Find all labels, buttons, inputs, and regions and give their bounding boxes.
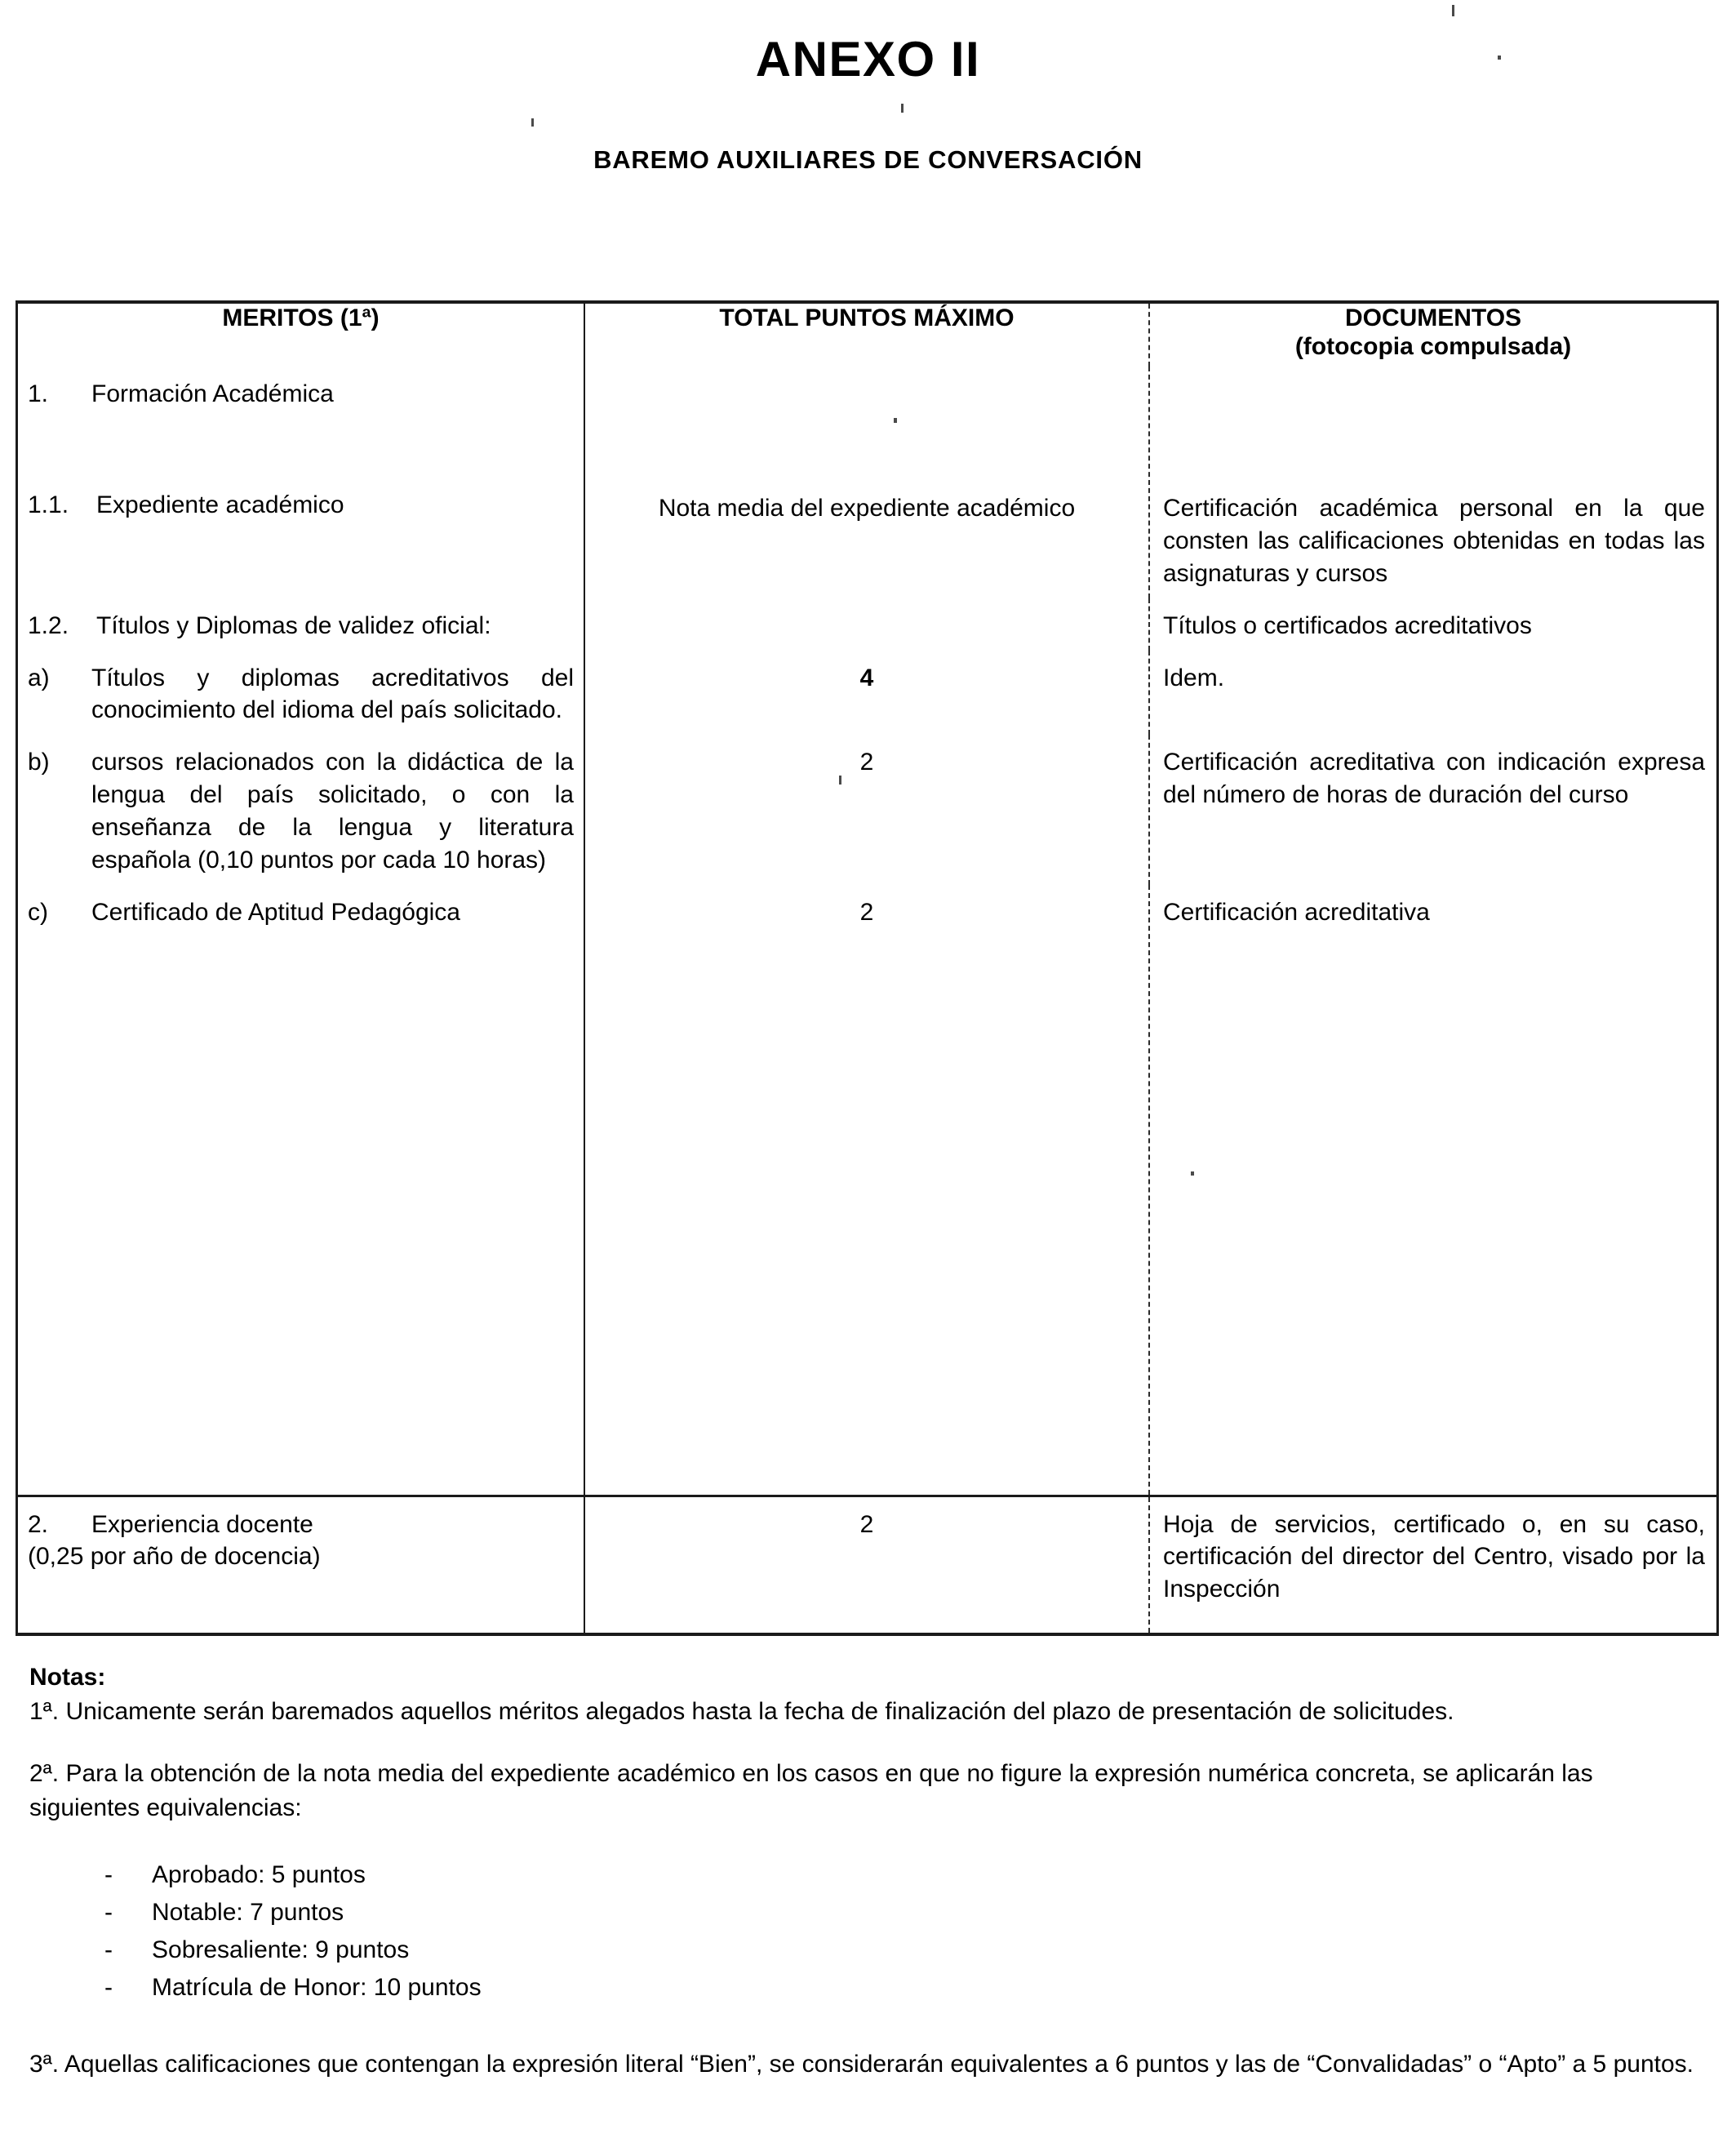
table-header-row xyxy=(18,304,1716,367)
column-header-documents-line2: (fotocopia compulsada) xyxy=(1294,333,1572,361)
merit-text: Experiencia docente xyxy=(91,1510,313,1538)
document-group-1-2 xyxy=(1150,598,1716,651)
points-value: 2 xyxy=(859,1510,874,1538)
merit-text: Expediente académico xyxy=(96,491,344,518)
merit-text: Formación Académica xyxy=(91,380,334,407)
table-header xyxy=(18,304,1716,367)
note-2: 2ª. Para la obtención de la nota media del expediente académico en los casos en que no figure la expresión numérica concreta, se aplicarán las siguientes equivalencias: xyxy=(29,1760,1593,1821)
document-text: Certificación académica personal en la que consten las calificaciones obtenidas en todas las asignaturas y cursos xyxy=(1163,495,1705,587)
baremo-table xyxy=(18,304,1716,1633)
page-title: ANEXO II xyxy=(755,32,981,87)
document-group-1 xyxy=(1150,367,1716,598)
equivalences-list xyxy=(29,1858,1709,2008)
merit-group-b xyxy=(18,735,584,885)
document-group-c xyxy=(1150,885,1716,937)
cell-documents xyxy=(1149,885,1716,1496)
points-group-c xyxy=(585,885,1148,937)
cell-points xyxy=(584,735,1149,885)
merit-group-2 xyxy=(18,1497,584,1582)
merit-number: 1.1. xyxy=(28,491,69,518)
points-group-2 xyxy=(585,1497,1148,1549)
notes-section xyxy=(29,1660,1709,2082)
table-row xyxy=(18,1496,1716,1633)
page-subtitle: BAREMO AUXILIARES DE CONVERSACIÓN xyxy=(593,145,1143,174)
merit-group-1 xyxy=(18,367,584,530)
equivalence-label: Aprobado: 5 puntos xyxy=(152,1861,366,1888)
column-header-documents-line1: DOCUMENTOS xyxy=(1344,304,1522,331)
cell-merits xyxy=(18,651,584,736)
merit-item-1-1 xyxy=(28,489,574,522)
cell-merits xyxy=(18,1496,584,1633)
merit-item-2 xyxy=(28,1509,574,1541)
list-item xyxy=(29,1858,1709,1896)
points-group-1-2 xyxy=(585,598,1148,618)
document-text: Idem. xyxy=(1163,664,1225,691)
merit-number: a) xyxy=(28,664,50,691)
table-row xyxy=(18,598,1716,651)
merit-item-1 xyxy=(28,378,574,411)
cell-documents xyxy=(1149,651,1716,736)
scan-speck xyxy=(531,118,534,127)
points-value: Nota media del expediente académico xyxy=(658,495,1076,522)
bullet-dash-icon: - xyxy=(104,1861,113,1888)
equivalence-label: Sobresaliente: 9 puntos xyxy=(152,1936,410,1963)
merit-group-1-2 xyxy=(18,598,584,651)
merit-number: 1. xyxy=(28,380,49,407)
list-item xyxy=(29,1896,1709,1933)
list-item xyxy=(29,1933,1709,1971)
merit-text: Títulos y diplomas acreditativos del conocimiento del idioma del país solicitado. xyxy=(91,664,574,724)
table-body xyxy=(18,367,1716,1633)
cell-documents xyxy=(1149,598,1716,651)
column-header-points: TOTAL PUNTOS MÁXIMO xyxy=(584,304,1149,367)
table-row xyxy=(18,367,1716,598)
note-1: 1ª. Unicamente serán baremados aquellos méritos alegados hasta la fecha de finalización del plazo de presentación de solicitudes. xyxy=(29,1698,1454,1725)
notes-gap xyxy=(29,2008,1709,2047)
table-row xyxy=(18,735,1716,885)
merit-item-a xyxy=(28,662,574,727)
bullet-dash-icon: - xyxy=(104,1936,113,1963)
cell-documents xyxy=(1149,367,1716,598)
bullet-dash-icon: - xyxy=(104,1974,113,2001)
merit-number: 2. xyxy=(28,1510,49,1538)
scan-speck xyxy=(1452,5,1454,16)
scan-speck xyxy=(901,104,904,113)
merit-number: b) xyxy=(28,749,50,776)
list-item xyxy=(29,1971,1709,2008)
points-value: 2 xyxy=(859,898,874,926)
merit-item-c xyxy=(28,896,574,929)
document-text: Títulos o certificados acreditativos xyxy=(1163,611,1532,639)
notes-heading: Notas: xyxy=(29,1664,106,1691)
cell-merits xyxy=(18,885,584,1496)
merit-item-b xyxy=(28,746,574,877)
cell-documents xyxy=(1149,1496,1716,1633)
points-group-a xyxy=(585,651,1148,703)
cell-points xyxy=(584,598,1149,651)
notes-gap xyxy=(29,1729,1709,1757)
document-group-a xyxy=(1150,651,1716,703)
merit-group-c xyxy=(18,885,584,937)
cell-points xyxy=(584,1496,1149,1633)
points-value: 4 xyxy=(859,664,874,691)
cell-documents xyxy=(1149,735,1716,885)
cell-points xyxy=(584,651,1149,736)
merit-item-1-2 xyxy=(28,610,574,642)
merit-text: Títulos y Diplomas de validez oficial: xyxy=(96,611,491,639)
column-header-merits: MERITOS (1ª) xyxy=(18,304,584,367)
note-3: 3ª. Aquellas calificaciones que contengan la expresión literal “Bien”, se considerarán equivalentes a 6 puntos y las de “Convalidadas” o “Apto” a 5 puntos. xyxy=(29,2051,1694,2078)
document-group-b xyxy=(1150,735,1716,820)
row-spacer xyxy=(28,411,574,489)
points-spacer xyxy=(595,378,1139,492)
document-text: Certificación acreditativa xyxy=(1163,898,1430,926)
merit-number: c) xyxy=(28,898,48,926)
table-row xyxy=(18,885,1716,1496)
merit-number: 1.2. xyxy=(28,611,69,639)
points-group-1 xyxy=(585,367,1148,533)
table-row xyxy=(18,651,1716,736)
cell-points xyxy=(584,885,1149,1496)
cell-merits xyxy=(18,367,584,598)
notes-gap xyxy=(29,1825,1709,1858)
document-text: Certificación acreditativa con indicación expresa del número de horas de duración del curso xyxy=(1163,749,1705,809)
cell-merits xyxy=(18,735,584,885)
merit-text: Certificado de Aptitud Pedagógica xyxy=(91,898,460,926)
equivalence-label: Matrícula de Honor: 10 puntos xyxy=(152,1974,482,2001)
merit-subtext: (0,25 por año de docencia) xyxy=(28,1543,321,1571)
document-spacer xyxy=(1163,378,1705,492)
document-text: Hoja de servicios, certificado o, en su caso, certificación del director del Centro, visado por la Inspección xyxy=(1163,1510,1705,1603)
cell-points xyxy=(584,367,1149,598)
points-value: 2 xyxy=(859,749,874,776)
equivalence-label: Notable: 7 puntos xyxy=(152,1899,344,1926)
column-header-documents xyxy=(1149,304,1716,367)
merit-text: cursos relacionados con la didáctica de la lengua del país solicitado, o con la enseñanza de la lengua y literatura española (0,10 puntos por cada 10 horas) xyxy=(91,749,574,874)
bullet-dash-icon: - xyxy=(104,1899,113,1926)
baremo-table-container xyxy=(16,300,1719,1636)
cell-merits xyxy=(18,598,584,651)
document-group-2 xyxy=(1150,1497,1716,1615)
points-group-b xyxy=(585,735,1148,787)
merit-group-a xyxy=(18,651,584,736)
